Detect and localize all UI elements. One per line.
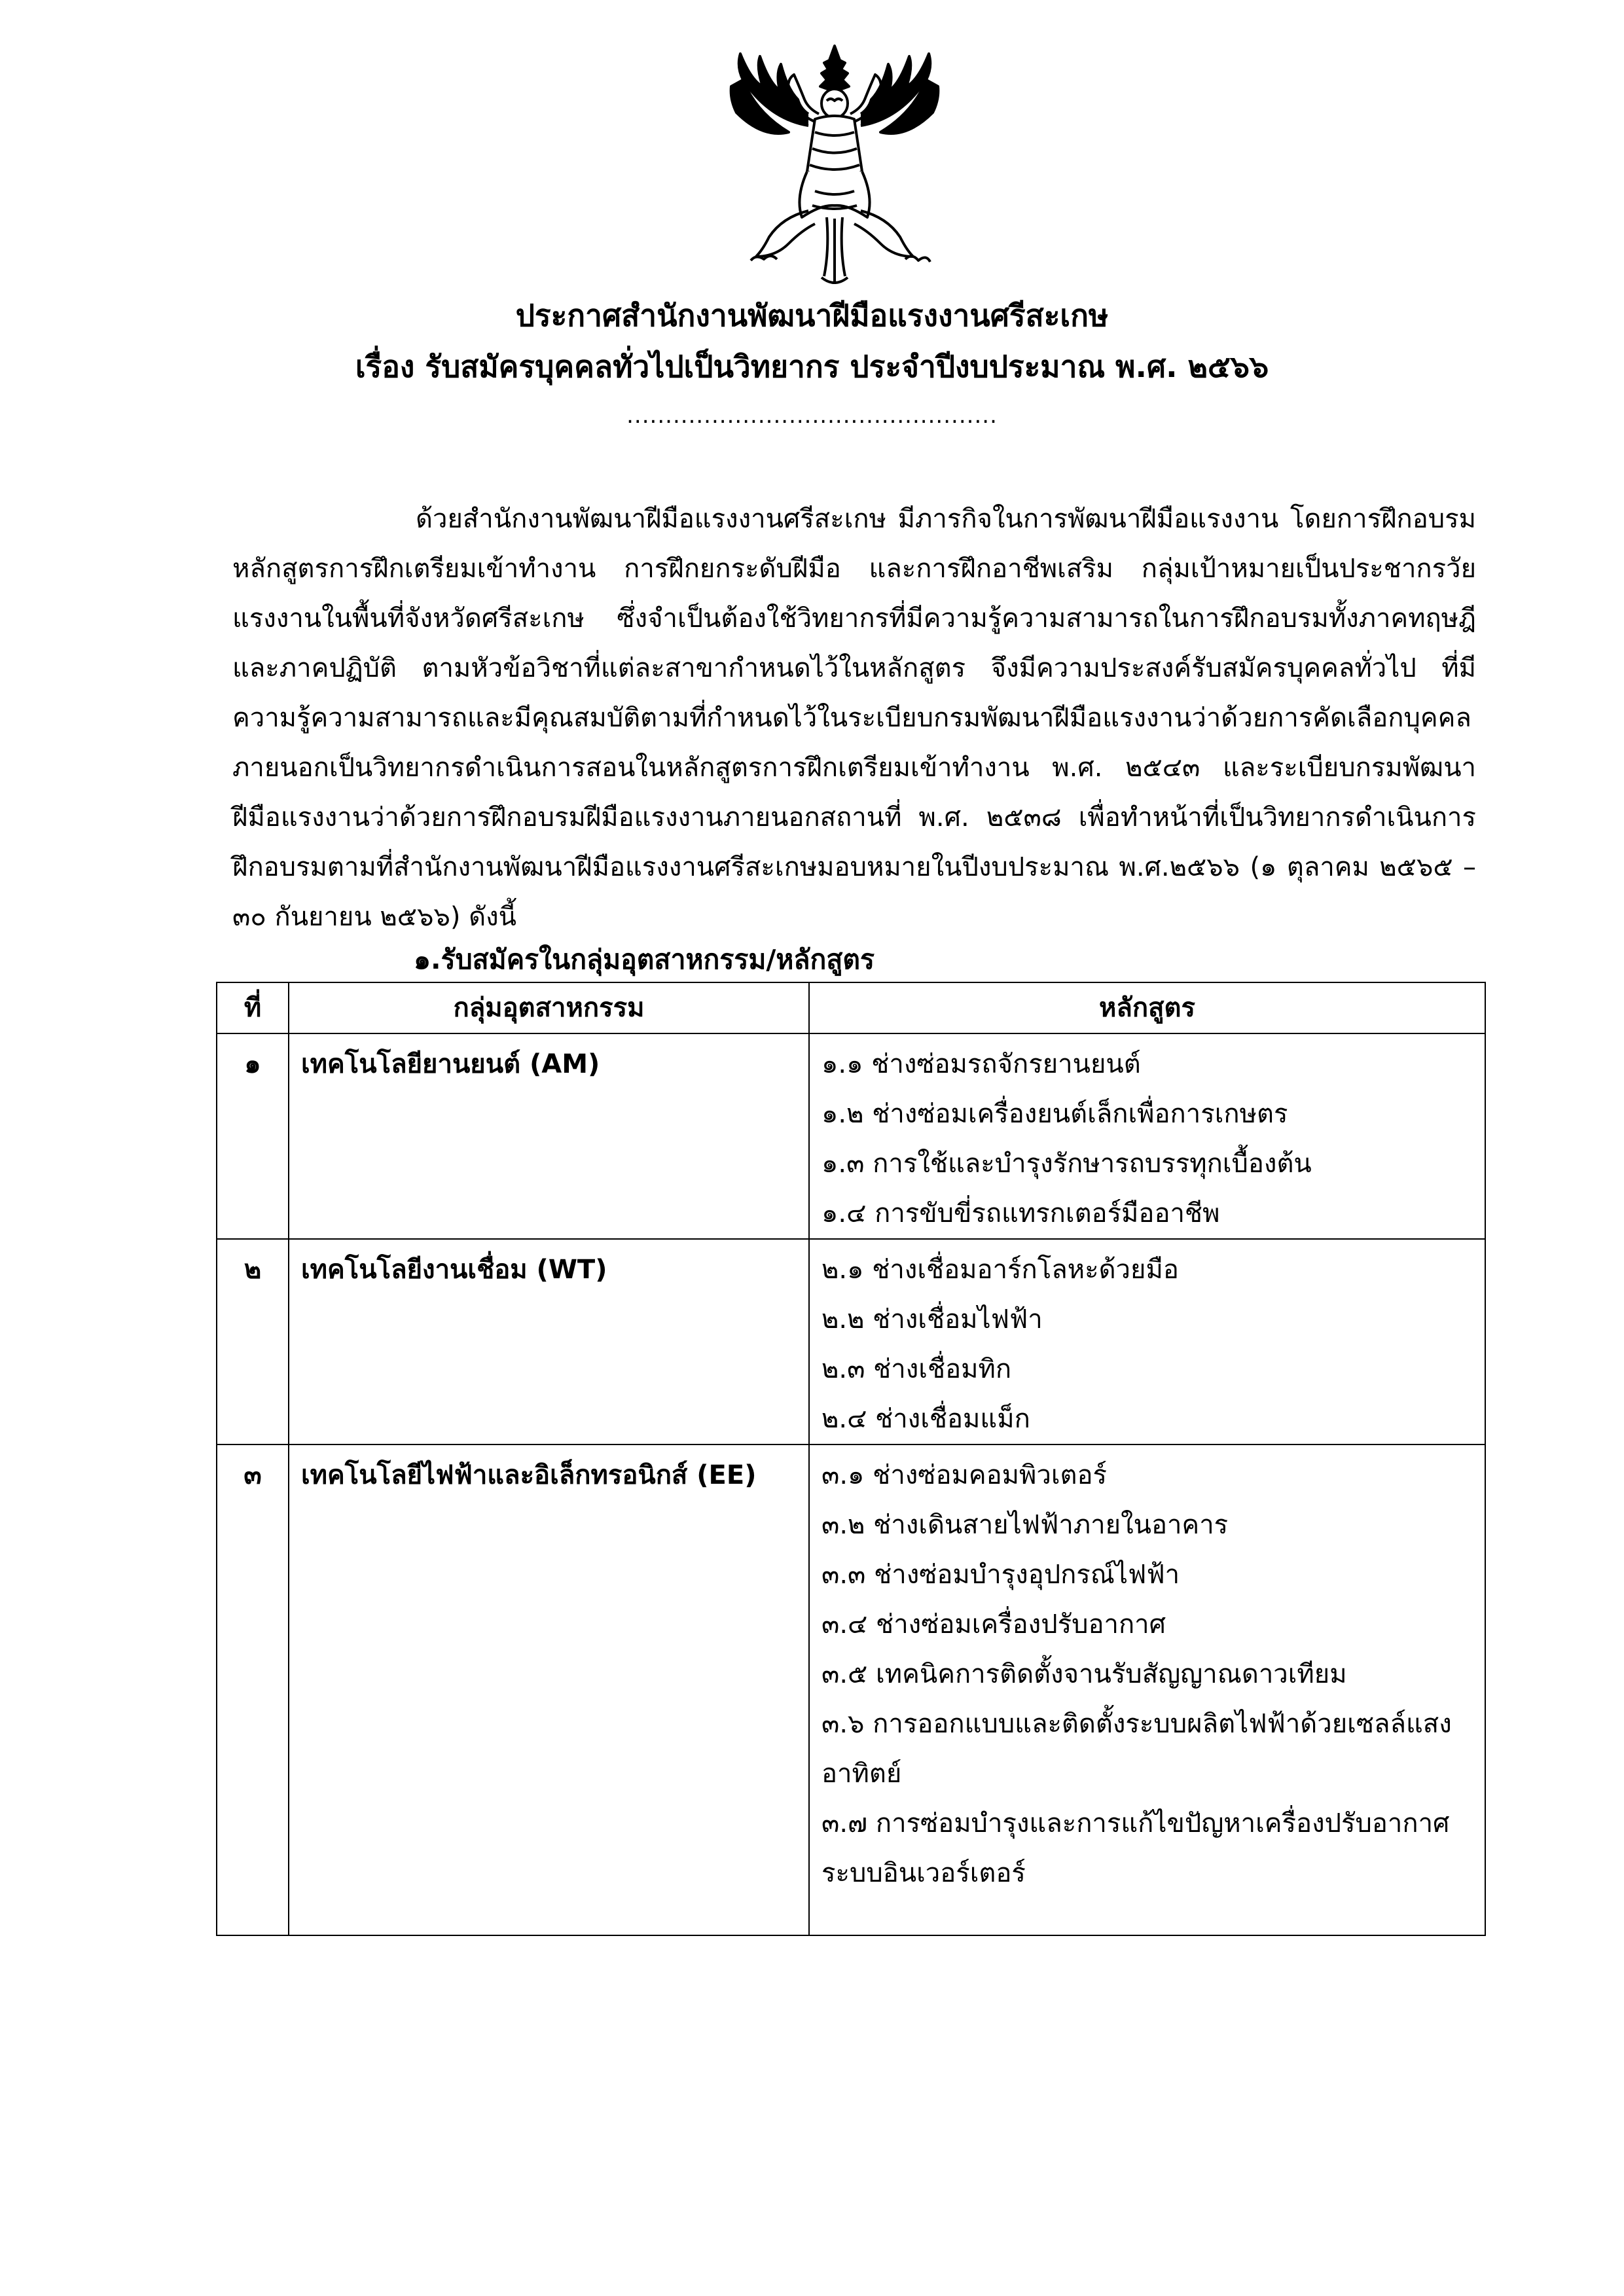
body-paragraph: ด้วยสำนักงานพัฒนาฝีมือแรงงานศรีสะเกษ มีภารกิจในการพัฒนาฝีมือแรงงาน โดยการฝึกอบรมหลักสูตรการฝึกเตรียมเข้าทำงาน การฝึกยกระดับฝีมือ และการฝึกอาชีพเสริม กลุ่มเป้าหมายเป็นประชากรวัยแรงงานในพื้นที่จังหวัดศรีสะเกษ ซึ่งจำเป็นต้องใช้วิทยากรที่มีความรู้ความสามารถในการฝึกอบรมทั้งภาคทฤษฎี และภาคปฏิบัติ ตามหัวข้อวิชาที่แต่ละสาขากำหนดไว้ในหลักสูตร จึงมีความประสงค์รับสมัครบุคคลทั่วไป ที่มีความรู้ความสามารถและมีคุณสมบัติตามที่กำหนดไว้ในระเบียบกรมพัฒนาฝีมือแรงงานว่าด้วยการคัดเลือกบุคคลภายนอกเป็นวิทยากรดำเนินการสอนในหลักสูตรการฝึกเตรียมเข้าทำงาน พ.ศ. ๒๕๔๓ และระเบียบกรมพัฒนาฝีมือแรงงานว่าด้วยการฝึกอบรมฝีมือแรงงานภายนอกสถานที่ พ.ศ. ๒๕๓๘ เพื่อทำหน้าที่เป็นวิทยากรดำเนินการฝึกอบรมตามที่สำนักงานพัฒนาฝีมือแรงงานศรีสะเกษมอบหมายในปีงบประมาณ พ.ศ.๒๕๖๖ (๑ ตุลาคม ๒๕๖๕ – ๓๐ กันยายน ๒๕๖๖) ดังนี้ (232, 504, 1476, 932)
course-list (809, 1444, 1485, 1935)
garuda-emblem-icon (717, 41, 952, 289)
course-item: ๒.๑ ช่างเชื่อมอาร์กโลหะด้วยมือ (821, 1255, 1179, 1285)
column-header-courses: หลักสูตร (809, 982, 1485, 1033)
course-item: ๑.๒ ช่างซ่อมเครื่องยนต์เล็กเพื่อการเกษตร (821, 1099, 1288, 1129)
course-item: ๓.๒ ช่างเดินสายไฟฟ้าภายในอาคาร (821, 1510, 1229, 1540)
course-list (809, 1033, 1485, 1239)
table-row (217, 1033, 1485, 1239)
course-item: ๓.๕ เทคนิคการติดตั้งจานรับสัญญาณดาวเทียม (821, 1659, 1347, 1689)
course-item: ๓.๗ การซ่อมบำรุงและการแก้ไขปัญหาเครื่องปรับอากาศระบบอินเวอร์เตอร์ (821, 1808, 1450, 1888)
industry-group: เทคโนโลยีไฟฟ้าและอิเล็กทรอนิกส์ (EE) (289, 1444, 809, 1935)
title-separator: ................................................ (626, 403, 998, 429)
announcement-title: ประกาศสำนักงานพัฒนาฝีมือแรงงานศรีสะเกษ (515, 298, 1109, 333)
section-heading: ๑.รับสมัครในกลุ่มอุตสาหกรรม/หลักสูตร (414, 944, 875, 975)
course-item: ๓.๑ ช่างซ่อมคอมพิวเตอร์ (821, 1460, 1107, 1490)
industry-group: เทคโนโลยีงานเชื่อม (WT) (289, 1239, 809, 1444)
course-item: ๒.๔ ช่างเชื่อมแม็ก (821, 1404, 1030, 1434)
column-header-no: ที่ (217, 982, 289, 1033)
industry-group: เทคโนโลยียานยนต์ (AM) (289, 1033, 809, 1239)
course-list (809, 1239, 1485, 1444)
row-number: ๒ (217, 1239, 289, 1444)
announcement-subject: เรื่อง รับสมัครบุคคลทั่วไปเป็นวิทยากร ประจำปีงบประมาณ พ.ศ. ๒๕๖๖ (355, 349, 1269, 384)
table-row (217, 1444, 1485, 1935)
course-item: ๓.๔ ช่างซ่อมเครื่องปรับอากาศ (821, 1609, 1166, 1640)
table-row (217, 1239, 1485, 1444)
course-table (216, 982, 1486, 1936)
course-item: ๒.๒ ช่างเชื่อมไฟฟ้า (821, 1304, 1043, 1335)
table-header-row (217, 982, 1485, 1033)
course-item: ๑.๑ ช่างซ่อมรถจักรยานยนต์ (821, 1049, 1141, 1079)
announcement-body (232, 494, 1476, 942)
row-number: ๓ (217, 1444, 289, 1935)
course-item: ๒.๓ ช่างเชื่อมทิก (821, 1354, 1012, 1384)
course-item: ๑.๓ การใช้และบำรุงรักษารถบรรทุกเบื้องต้น (821, 1149, 1312, 1179)
course-item: ๓.๖ การออกแบบและติดตั้งระบบผลิตไฟฟ้าด้วยเซลล์แสงอาทิตย์ (821, 1709, 1452, 1789)
column-header-group: กลุ่มอุตสาหกรรม (289, 982, 809, 1033)
course-item: ๑.๔ การขับขี่รถแทรกเตอร์มืออาชีพ (821, 1198, 1220, 1229)
course-item: ๓.๓ ช่างซ่อมบำรุงอุปกรณ์ไฟฟ้า (821, 1560, 1180, 1590)
row-number: ๑ (217, 1033, 289, 1239)
